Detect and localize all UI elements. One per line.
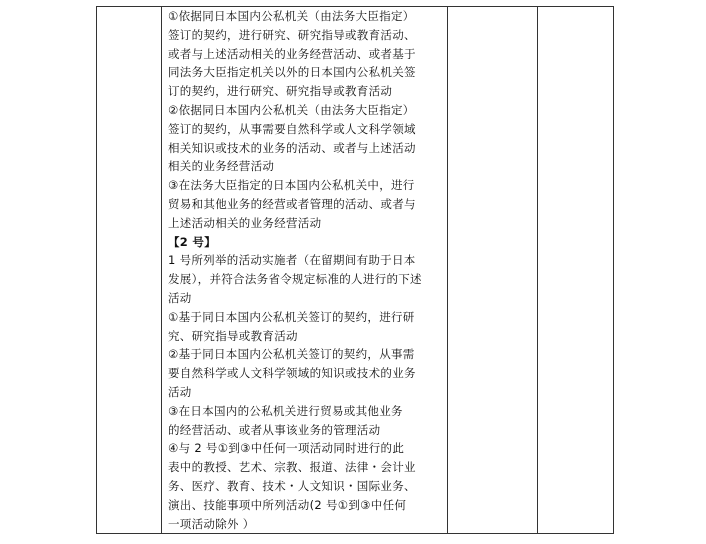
table-cell-left xyxy=(97,7,162,534)
text-line: 的经营活动、或者从事该业务的管理活动 xyxy=(168,422,381,437)
text-line: ①依据同日本国内公私机关（由法务大臣指定） xyxy=(168,9,415,23)
text-line: 上述活动相关的业务经营活动 xyxy=(168,215,322,230)
text-line: ③在日本国内的公私机关进行贸易或其他业务 xyxy=(168,403,403,418)
text-line: 相关知识或技术的业务的活动、或者与上述活动 xyxy=(168,140,416,155)
text-line: 表中的教授、艺术、宗教、报道、法律・会计业 xyxy=(168,460,416,475)
text-line: 【2 号】 xyxy=(168,234,217,249)
text-line: 签订的契约，从事需要自然科学或人文科学领域 xyxy=(168,121,416,136)
text-line: ②基于同日本国内公私机关签订的契约，从事需 xyxy=(168,347,415,362)
text-line: 1 号所列举的活动实施者（在留期间有助于日本 xyxy=(168,253,416,268)
text-line: 务、医疗、教育、技术・人文知识・国际业务、 xyxy=(168,478,416,493)
text-line: 同法务大臣指定机关以外的日本国内公私机关签 xyxy=(168,65,416,80)
text-line: 一项活动除外 ） xyxy=(168,516,255,531)
text-line: 签订的契约，进行研究、研究指导或教育活动、 xyxy=(168,27,416,42)
text-line: ④与 2 号①到③中任何一项活动同时进行的此 xyxy=(168,441,405,456)
table-cell-content xyxy=(162,7,448,534)
text-line: 演出、技能事项中所列活动(2 号①到③中任何 xyxy=(168,497,407,512)
text-line: 贸易和其他业务的经营或者管理的活动、或者与 xyxy=(168,196,416,211)
text-line: 发展），并符合法务省令规定标准的人进行的下述 xyxy=(168,272,422,287)
text-line: ①基于同日本国内公私机关签订的契约，进行研 xyxy=(168,309,415,324)
text-line: 活动 xyxy=(168,384,192,399)
text-line: ③在法务大臣指定的日本国内公私机关中，进行 xyxy=(168,178,415,193)
text-line: ②依据同日本国内公私机关（由法务大臣指定） xyxy=(168,102,415,117)
cell-text xyxy=(168,7,443,533)
text-line: 订的契约，进行研究、研究指导或教育活动 xyxy=(168,84,393,99)
table-cell-third xyxy=(448,7,538,534)
text-line: 相关的业务经营活动 xyxy=(168,159,275,174)
text-line: 活动 xyxy=(168,290,192,305)
text-line: 或者与上述活动相关的业务经营活动、或者基于 xyxy=(168,46,416,61)
table-row xyxy=(97,7,614,534)
document-table xyxy=(96,6,614,534)
table-cell-fourth xyxy=(538,7,614,534)
text-line: 要自然科学或人文科学领域的知识或技术的业务 xyxy=(168,366,416,381)
text-line: 究、研究指导或教育活动 xyxy=(168,328,298,343)
